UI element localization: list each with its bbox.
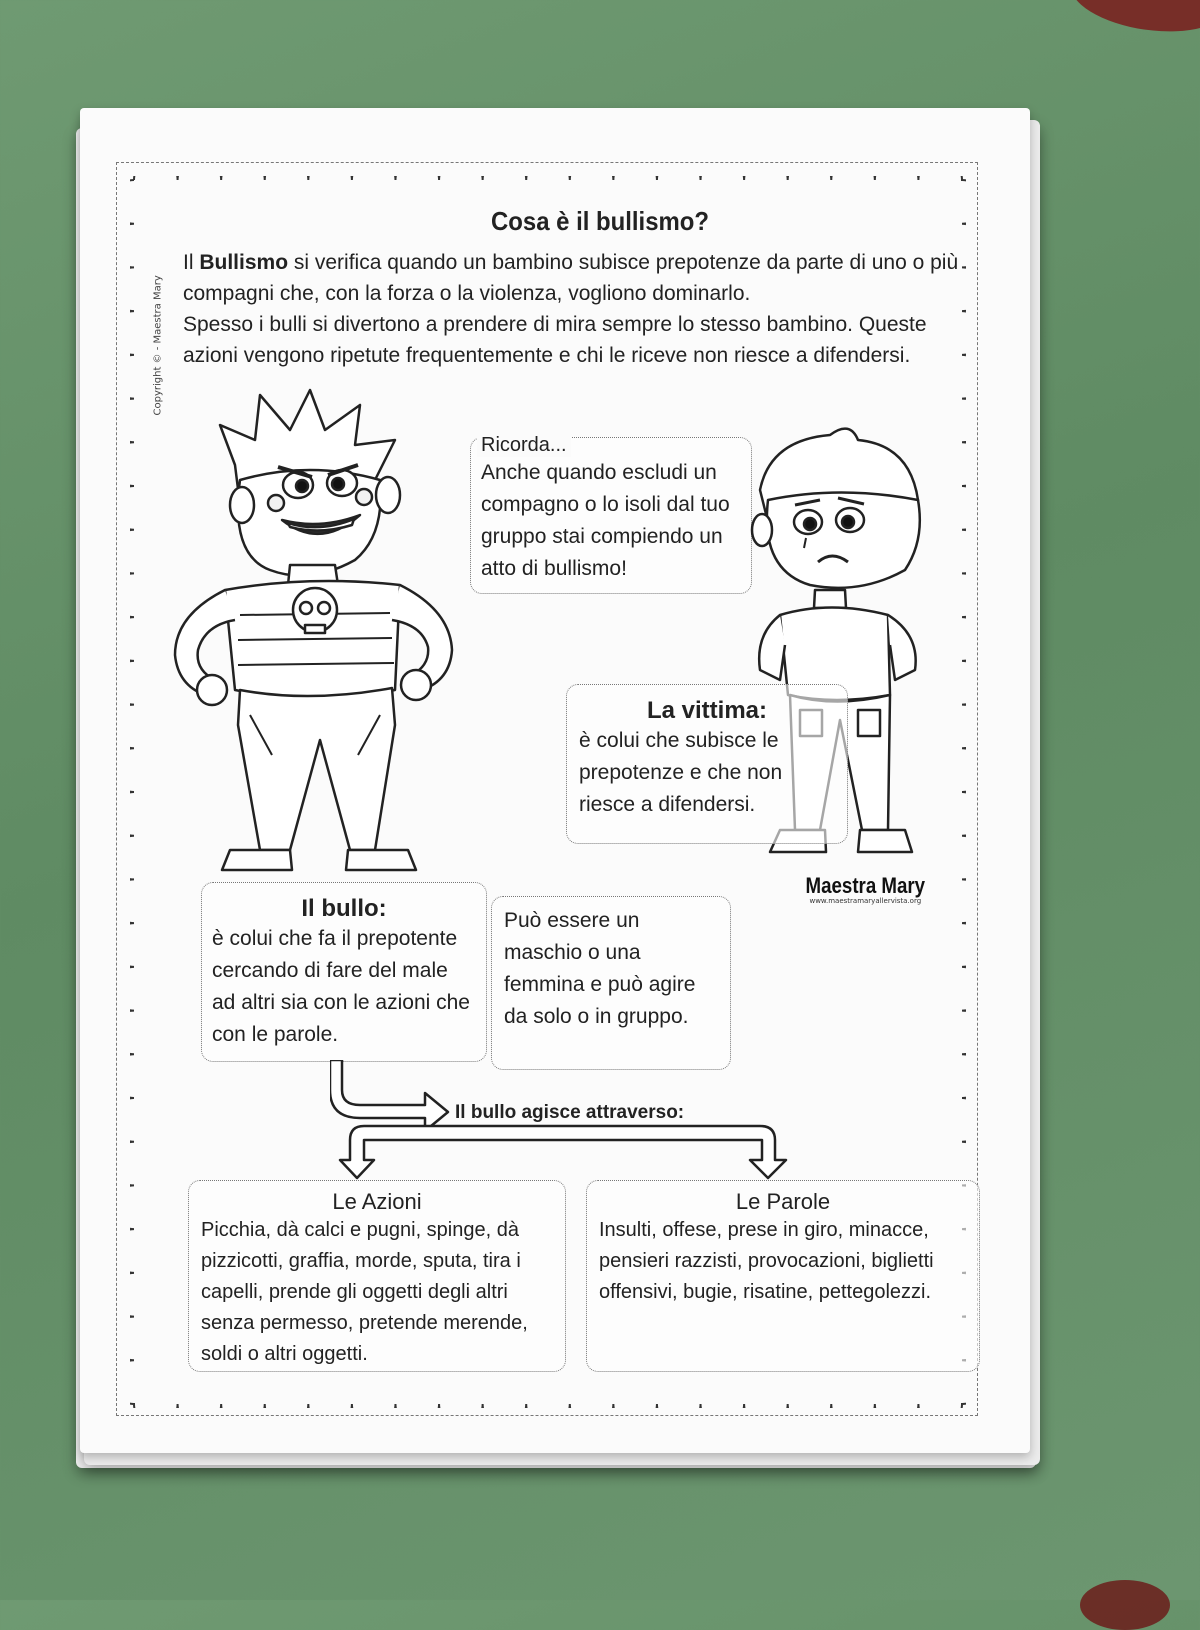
azioni-text: Picchia, dà calci e pugni, spinge, dà pizzicotti, graffia, morde, sputa, tira i capelli, prende gli oggetti degli altri senza permesso, pretende merende, soldi o altri oggetti.: [201, 1219, 528, 1365]
agisce-heading: Il bullo agisce attraverso:: [455, 1102, 685, 1123]
bullo-box: [201, 882, 487, 1062]
intro-bold: Bullismo: [199, 251, 289, 274]
ricorda-heading: Ricorda...: [477, 434, 571, 457]
intro-post: si verifica quando un bambino subisce prepotenze da parte di uno o più compagni che, con la forza o la violenza, vogliono dominarlo.: [183, 251, 959, 305]
maestra-mary-logo: [795, 873, 936, 905]
logo-name: Maestra Mary: [805, 873, 926, 898]
maschio-text: Può essere un maschio o una femmina e può agire da solo o in gruppo.: [504, 909, 696, 1028]
vittima-heading: La vittima:: [646, 697, 768, 724]
parole-box: [586, 1180, 980, 1372]
ricorda-text: Anche quando escludi un compagno o lo isoli dal tuo gruppo stai compiendo un atto di bullismo!: [481, 461, 730, 580]
background-cloth: [1066, 0, 1200, 41]
azioni-heading: Le Azioni: [332, 1189, 422, 1214]
copyright-note: Copyright © - Maestra Mary: [152, 275, 164, 416]
page-title: Cosa è il bullismo?: [491, 206, 709, 236]
intro-line2: Spesso i bulli si divertono a prendere di mira sempre lo stesso bambino. Queste azioni vengono ripetute frequentemente e chi le riceve non riesce a difendersi.: [183, 313, 927, 367]
maschio-box: [491, 896, 731, 1070]
parole-heading: Le Parole: [735, 1189, 831, 1214]
logo-url: www.maestramaryallervista.org: [809, 897, 922, 905]
azioni-box: [188, 1180, 566, 1372]
vittima-text: è colui che subisce le prepotenze e che non riesce a difendersi.: [579, 729, 783, 816]
vittima-box: [566, 684, 848, 844]
background-cloth-bottom: [1080, 1580, 1170, 1630]
bullo-text: è colui che fa il prepotente cercando di fare del male ad altri sia con le azioni che con le parole.: [212, 927, 470, 1046]
parole-text: Insulti, offese, prese in giro, minacce, pensieri razzisti, provocazioni, biglietti offensivi, bugie, risatine, pettegolezzi.: [599, 1219, 934, 1303]
bullo-heading: Il bullo:: [301, 895, 387, 922]
intro-text: [183, 247, 963, 371]
intro-pre: Il: [183, 251, 200, 274]
ricorda-box: [470, 434, 752, 594]
bully-illustration: [160, 385, 460, 890]
